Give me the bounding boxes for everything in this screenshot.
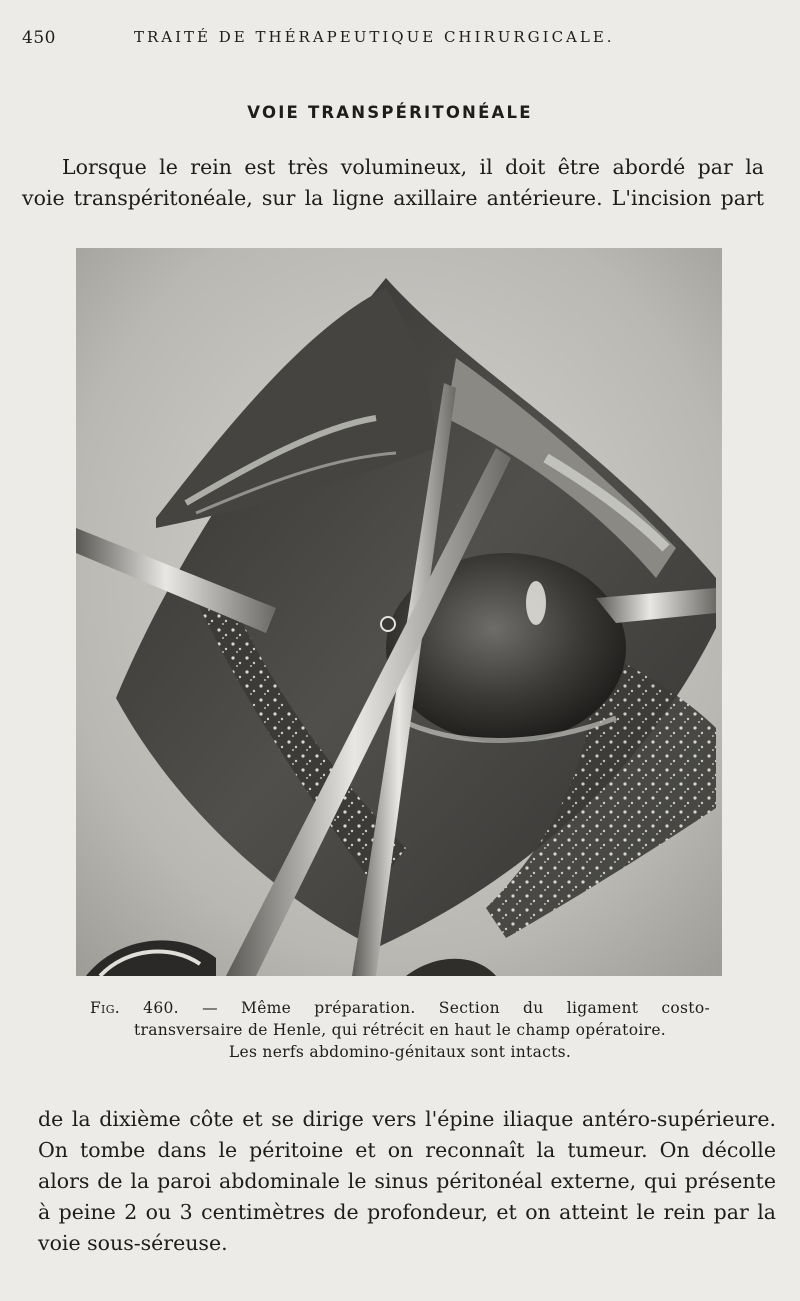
figure-label: Fig. 460. xyxy=(90,999,179,1017)
caption-line xyxy=(90,997,710,1019)
paragraph-line: Lorsque le rein est très volumineux, il doit être abordé par la xyxy=(62,155,764,179)
surgical-illustration xyxy=(76,248,722,976)
page-number: 450 xyxy=(22,28,56,48)
paragraph-line: On tombe dans le péritoine et on reconnaît la tumeur. On décolle xyxy=(38,1138,776,1162)
running-head xyxy=(22,28,760,52)
caption-line: transversaire de Henle, qui rétrécit en haut le champ opératoire. xyxy=(133,1021,667,1039)
paragraph-line: voie sous-séreuse. xyxy=(38,1231,228,1255)
figure-caption xyxy=(90,997,710,1063)
paragraph-line: à peine 2 ou 3 centimètres de profondeur, et on atteint le rein par la xyxy=(38,1200,776,1224)
paragraph-line: voie transpéritonéale, sur la ligne axillaire antérieure. L'incision part xyxy=(22,186,764,210)
paragraph-line: de la dixième côte et se dirige vers l'épine iliaque antéro-supérieure. xyxy=(38,1107,776,1131)
paragraph-bottom xyxy=(38,1104,776,1259)
paragraph-line: alors de la paroi abdominale le sinus péritonéal externe, qui présente xyxy=(38,1169,776,1193)
paragraph-top xyxy=(22,152,764,214)
section-heading: VOIE TRANSPÉRITONÉALE xyxy=(247,103,533,122)
caption-line: Les nerfs abdomino-génitaux sont intacts. xyxy=(228,1043,572,1061)
running-title: TRAITÉ DE THÉRAPEUTIQUE CHIRURGICALE. xyxy=(134,28,615,46)
caption-text: — Même préparation. Section du ligament costo- xyxy=(202,999,710,1017)
